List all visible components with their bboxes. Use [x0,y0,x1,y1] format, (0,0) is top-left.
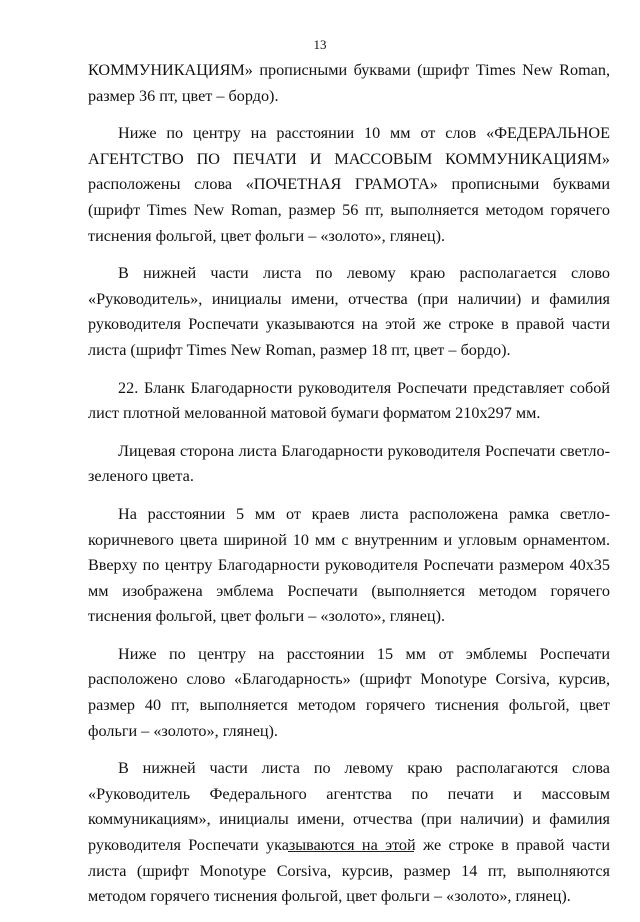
paragraph-item-22-form: 22. Бланк Благодарности руководителя Роспечати представляет собой лист плотной мелованной матовой бумаги форматом 210х297 мм. [88,378,610,423]
document-body [88,58,610,922]
paragraph-gratitude-signature-line: В нижней части листа по левому краю располагаются слова «Руководитель Федерального агентства по печати и массовым коммуникациям», инициалы имени, отчества (при наличии) и фамилия руководителя Роспечати указываются на этой же строке в правой части листа (шрифт Monotype Corsiva, курсив, размер 14 пт, выполняются методом горячего тиснения фольгой, цвет фольги – «золото», глянец). [88,759,610,906]
paragraph-diploma-signature-line: В нижней части листа по левому краю располагается слово «Руководитель», инициалы имени, отчества (при наличии) и фамилия руководителя Роспечати указываются на этой же строке в правой части листа (шрифт Times New Roman, размер 18 пт, цвет – бордо). [88,264,610,359]
closing-divider-line [288,851,414,852]
paragraph-continuation: КОММУНИКАЦИЯМ» прописными буквами (шрифт Times New Roman, размер 36 пт, цвет – бордо). [88,61,610,105]
paragraph-gratitude-word: Ниже по центру на расстоянии 15 мм от эмблемы Роспечати расположено слово «Благодарность» (шрифт Monotype Corsiva, курсив, размер 40 пт, выполняется методом горячего тиснения фольгой, цвет фольги – «золото», глянец). [88,644,610,740]
paragraph-frame-and-emblem: На расстоянии 5 мм от краев листа расположена рамка светло-коричневого цвета шириной 10 мм с внутренним и угловым орнаментом. Вверху по центру Благодарности руководителя Роспечати размером 40х35 мм изображена эмблема Роспечати (выполняется методом горячего тиснения фольгой, цвет фольги – «золото», глянец). [88,504,610,626]
page-number: 13 [313,37,327,52]
paragraph-honorary-diploma-title: Ниже по центру на расстоянии 10 мм от слов «ФЕДЕРАЛЬНОЕ АГЕНТСТВО ПО ПЕЧАТИ И МАССОВЫМ КОММУНИКАЦИЯМ» расположены слова «ПОЧЕТНАЯ ГРАМОТА» прописными буквами (шрифт Times New Roman, размер 56 пт, выполняется методом горячего тиснения фольгой, цвет фольги – «золото», глянец). [88,124,610,245]
paragraph-sheet-color: Лицевая сторона листа Благодарности руководителя Роспечати светло-зеленого цвета. [88,441,610,486]
